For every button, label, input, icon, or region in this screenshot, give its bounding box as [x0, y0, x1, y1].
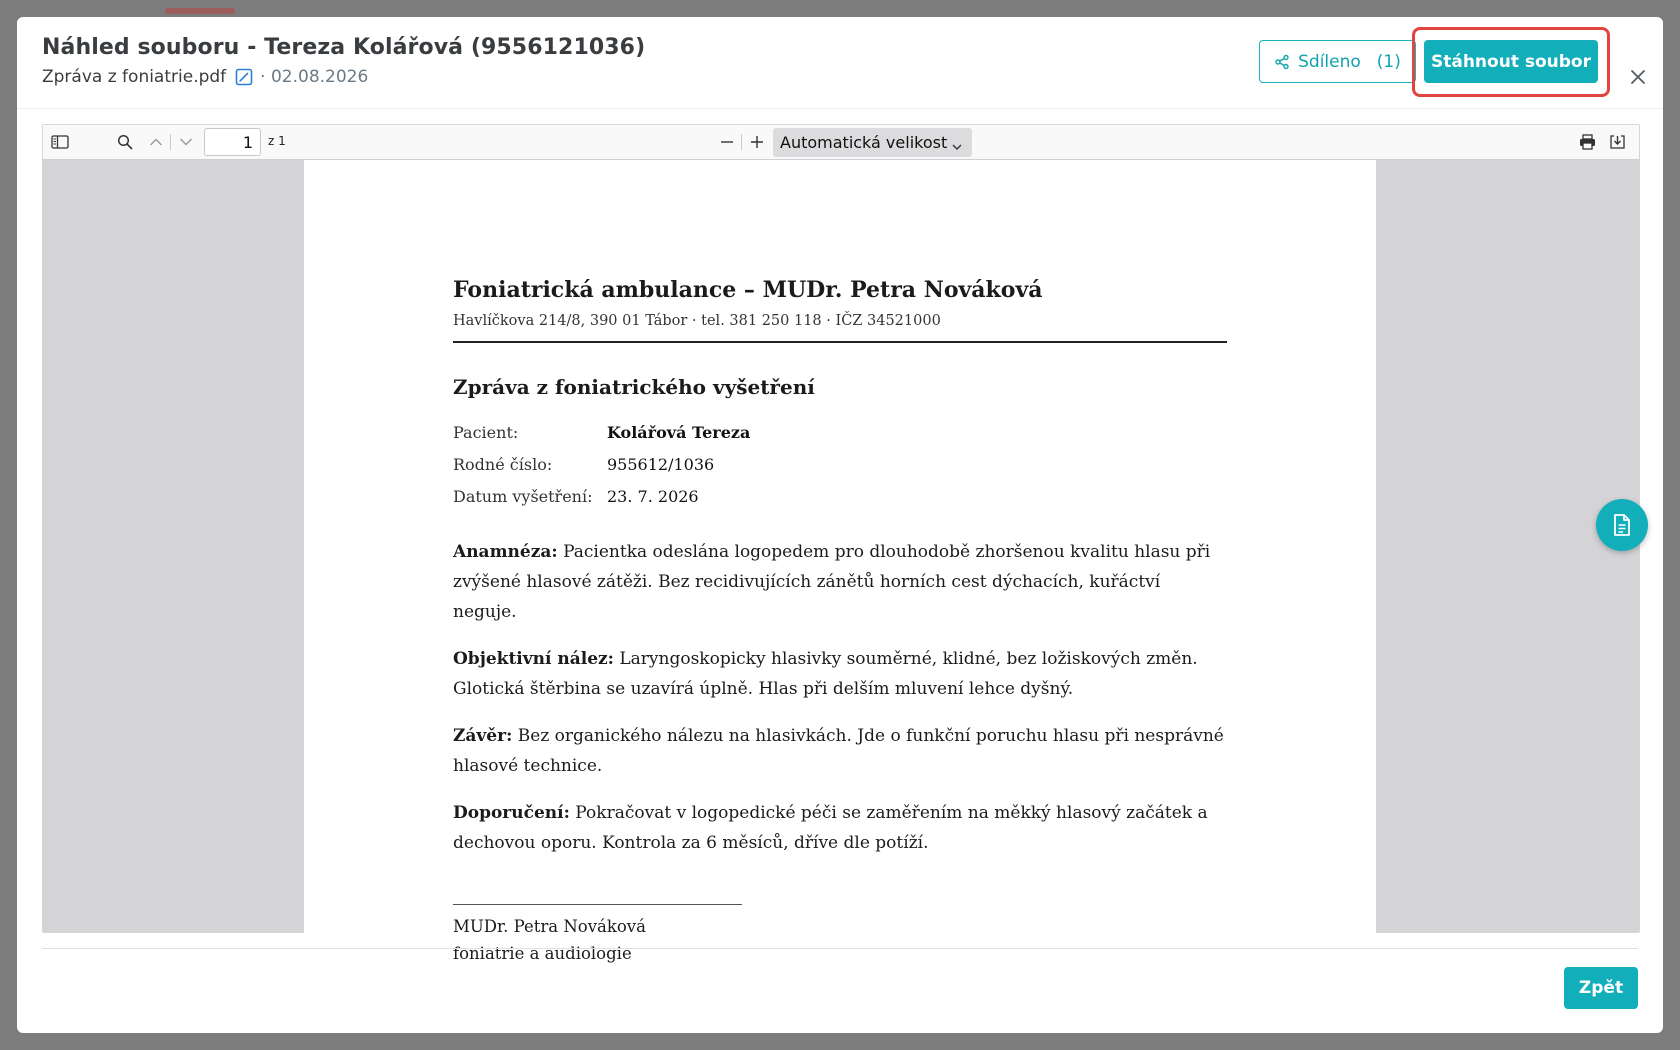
- shared-label: Sdíleno: [1298, 51, 1361, 72]
- save-icon[interactable]: [1608, 133, 1626, 151]
- chevron-down-icon: [951, 137, 963, 156]
- report-title: Zpráva z foniatrického vyšetření: [453, 375, 815, 399]
- pdf-viewer: [42, 124, 1640, 963]
- toolbar-separator: [741, 134, 742, 150]
- signature-line: [453, 904, 742, 905]
- signature-name: MUDr. Petra Nováková: [453, 917, 646, 936]
- section-heading: Závěr:: [453, 726, 513, 746]
- findings-paragraph: [453, 644, 1227, 704]
- file-date: · 02.08.2026: [260, 67, 369, 87]
- zoom-out-icon[interactable]: [718, 133, 736, 151]
- modal-header: [17, 17, 1663, 109]
- modal-title: Náhled souboru - Tereza Kolářová (9556121036): [42, 35, 646, 60]
- info-value: 955612/1036: [607, 455, 715, 474]
- share-icon: [1274, 54, 1290, 70]
- footer-divider: [42, 948, 1638, 949]
- document-body: [453, 277, 1227, 967]
- section-text: Laryngoskopicky hlasivky souměrné, klidné, bez ložiskových změn. Glotická štěrbina se uzavírá úplně. Hlas při delším mluvení lehce dyšný.: [453, 649, 1198, 699]
- sidebar-toggle-icon[interactable]: [51, 133, 69, 151]
- shared-count: (1): [1376, 51, 1401, 72]
- clinic-name: Foniatrická ambulance – MUDr. Petra Nováková: [453, 277, 1043, 303]
- patient-info: [453, 423, 1227, 519]
- close-icon[interactable]: [1626, 65, 1650, 89]
- file-preview-modal: [17, 17, 1663, 1033]
- zoom-select[interactable]: [773, 128, 972, 157]
- conclusion-paragraph: [453, 721, 1227, 781]
- toolbar-separator: [170, 134, 171, 150]
- exam-date-row: [453, 487, 1227, 519]
- pdf-toolbar: [43, 125, 1639, 160]
- section-text: Bez organického nálezu na hlasivkách. Jde o funkční poruchu hlasu při nesprávné hlasové technice.: [453, 726, 1224, 776]
- recommendation-paragraph: [453, 798, 1227, 858]
- section-heading: Anamnéza:: [453, 542, 558, 562]
- page-number-input[interactable]: [204, 128, 261, 156]
- download-file-button[interactable]: Stáhnout soubor: [1424, 40, 1598, 83]
- section-heading: Doporučení:: [453, 803, 570, 823]
- background-tab-indicator: [165, 8, 235, 14]
- document-fab-button[interactable]: [1596, 499, 1648, 551]
- info-value: Kolářová Tereza: [607, 423, 751, 442]
- file-name: Zpráva z foniatrie.pdf: [42, 67, 227, 87]
- shared-button[interactable]: [1259, 40, 1416, 83]
- zoom-in-icon[interactable]: [748, 133, 766, 151]
- section-heading: Objektivní nález:: [453, 649, 614, 669]
- back-button[interactable]: Zpět: [1564, 967, 1638, 1009]
- print-icon[interactable]: [1578, 133, 1596, 151]
- zoom-value: Automatická velikost: [780, 133, 948, 152]
- clinic-address: Havlíčkova 214/8, 390 01 Tábor · tel. 381 250 118 · IČZ 34521000: [453, 313, 941, 329]
- search-icon[interactable]: [116, 133, 134, 151]
- next-page-icon[interactable]: [177, 133, 195, 151]
- section-text: Pacientka odeslána logopedem pro dlouhodobě zhoršenou kvalitu hlasu při zvýšené hlasové zátěži. Bez recidivujících zánětů horních cest dýchacích, kuřáctví neguje.: [453, 542, 1211, 622]
- info-label: Pacient:: [453, 423, 519, 442]
- birth-number-row: [453, 455, 1227, 487]
- pdf-page: [304, 160, 1376, 963]
- previous-page-icon[interactable]: [147, 133, 165, 151]
- report-sections: [453, 537, 1227, 858]
- signature-block: [453, 913, 1227, 967]
- page-count: z 1: [268, 134, 286, 148]
- info-label: Rodné číslo:: [453, 455, 553, 474]
- header-divider: [453, 341, 1227, 343]
- info-label: Datum vyšetření:: [453, 487, 593, 506]
- document-icon: [1611, 513, 1633, 537]
- file-info: [42, 67, 368, 87]
- anamnesis-paragraph: [453, 537, 1227, 627]
- section-text: Pokračovat v logopedické péči se zaměřením na měkký hlasový začátek a dechovou oporu. Kontrola za 6 měsíců, dříve dle potíží.: [453, 803, 1208, 853]
- edit-icon[interactable]: [234, 67, 254, 87]
- signature-role: foniatrie a audiologie: [453, 944, 632, 963]
- patient-name-row: [453, 423, 1227, 455]
- info-value: 23. 7. 2026: [607, 487, 699, 506]
